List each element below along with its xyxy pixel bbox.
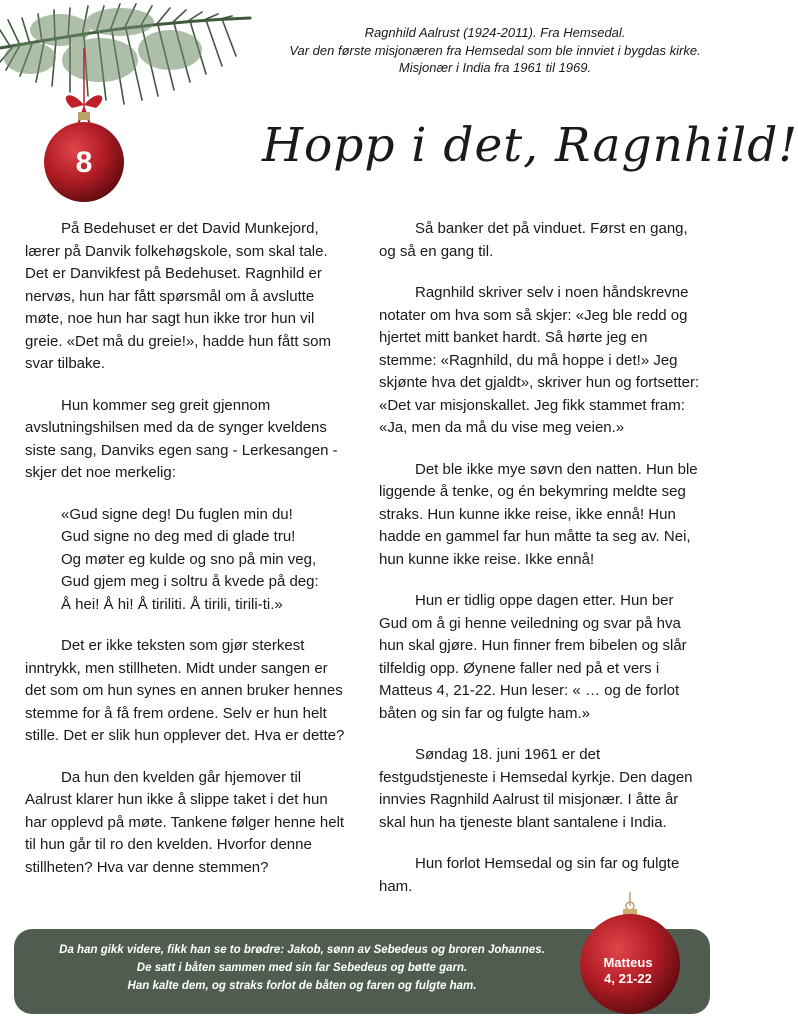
paragraph: Det er ikke teksten som gjør sterkest inntrykk, men stillheten. Midt under sangen er det som om hun synes en annen bruker hennes stemme for å få frem ordene. Selv er hun helt stille. Det er slik hun opplever det. Hva er dette? <box>25 637 345 744</box>
verse-line: «Gud signe deg! Du fuglen min du! <box>61 505 293 523</box>
verse-line: Å hei! Å hi! Å tiriliti. Å tirili, tirili-ti.» <box>61 595 283 613</box>
paragraph: Ragnhild skriver selv i noen håndskrevne notater om hva som så skjer: «Jeg ble redd og hjertet mitt banket hardt. Så hørte jeg en stemme: «Ragnhild, du må hoppe i det!» Jeg skjønte hva det gjaldt», skriver hun og fortsetter: «Det var misjonskallet. Jeg fikk stammet fram: «Ja, men da må du vise meg veien.» <box>379 284 700 436</box>
quote-line: De satt i båten sammen med sin far Sebedeus og bøtte garn. <box>136 962 468 974</box>
right-column <box>379 218 704 917</box>
page-title: Hopp i det, Ragnhild! <box>262 118 798 173</box>
scripture-reference <box>583 955 673 987</box>
verse-line: Og møter eg kulde og sno på min veg, <box>61 550 317 568</box>
paragraph: Da hun den kvelden går hjemover til Aalrust klarer hun ikke å slippe taket i det hun har opplevd på møte. Tankene følger henne helt til hun går til ro den kvelden. Hvorfor denne stillheten? Hva var denne stemmen? <box>25 768 345 876</box>
intro-caption <box>280 24 710 77</box>
scripture-quote <box>36 941 568 995</box>
paragraph: På Bedehuset er det David Munkejord, lærer på Danvik folkehøgskole, som skal tale. Det er Danvikfest på Bedehuset. Ragnhild er nervøs, hun har fått spørsmål om å avslutte møte, noe hun har sagt hun ikke tror hun vil greie. «Det må du greie!», hadde hun fått som svar tilbake. <box>25 220 332 372</box>
quote-line: Han kalte dem, og straks forlot de båten og faren og fulgte ham. <box>127 980 477 992</box>
day-number: 8 <box>75 146 93 179</box>
paragraph: Hun er tidlig oppe dagen etter. Hun ber Gud om å gi henne veiledning og svar på hva hun skal gjøre. Hun finner frem bibelen og slår tilfeldig opp. Øynene faller ned på et vers i Matteus 4, 21-22. Hun leser: « … og de forlot båten og sin far og fulgte ham.» <box>379 592 687 722</box>
verse-line: Gud signe no deg med di glade tru! <box>61 528 296 545</box>
intro-line: Ragnhild Aalrust (1924-2011). Fra Hemsedal. <box>364 25 626 40</box>
pine-branch-ornament-illustration <box>0 0 260 200</box>
verse-line: Gud gjem meg i soltru å kvede på deg: <box>61 573 319 590</box>
reference-book: Matteus <box>603 955 653 970</box>
intro-line: Misjonær i India fra 1961 til 1969. <box>398 60 592 75</box>
reference-verses: 4, 21-22 <box>604 971 652 986</box>
paragraph: Hun forlot Hemsedal og sin far og fulgte ham. <box>379 855 680 895</box>
song-verse <box>25 504 350 617</box>
paragraph: Det ble ikke mye søvn den natten. Hun ble liggende å tenke, og én bekymring meldte seg straks. Hun kunne ikke reise, ikke ennå! Hun hadde en gammel far hun måtte ta seg av. Nei, hun kunne ikke reise. Ikke ennå! <box>379 460 698 568</box>
left-column <box>25 218 350 898</box>
paragraph: Søndag 18. juni 1961 er det festgudstjeneste i Hemsedal kyrkje. Den dagen innvies Ragnhild Aalrust til misjonær. I åtte år skal hun ha tjeneste blant santalene i India. <box>379 746 693 831</box>
paragraph: Så banker det på vinduet. Først en gang, og så en gang til. <box>379 220 688 260</box>
quote-line: Da han gikk videre, fikk han se to brødre: Jakob, sønn av Sebedeus og broren Johannes. <box>59 944 545 956</box>
intro-line: Var den første misjonæren fra Hemsedal som ble innviet i bygdas kirke. <box>289 42 701 58</box>
paragraph: Hun kommer seg greit gjennom avslutningshilsen med da de synger kveldens siste sang, Danviks egen sang - Lerkesangen - skjer det noe merkelig: <box>25 396 338 481</box>
